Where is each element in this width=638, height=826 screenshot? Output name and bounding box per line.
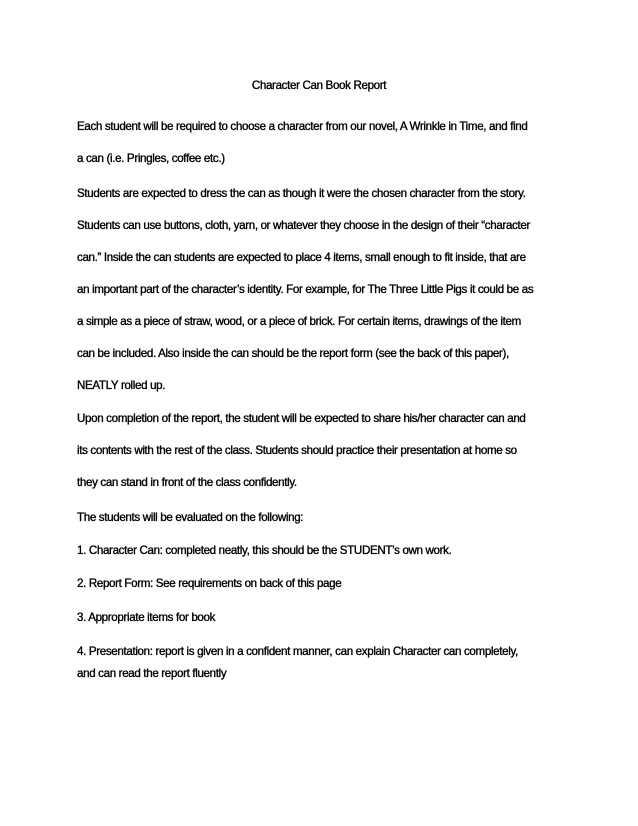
intro-line: Each student will be required to choose a character from our novel, A Wrinkle in Time, and find [77, 120, 528, 133]
instructions-line: can.” Inside the can students are expected to place 4 items, small enough to fit inside, that are [77, 251, 526, 264]
instructions-line: Students can use buttons, cloth, yarn, or whatever they choose in the design of their “character [77, 219, 530, 232]
presentation-line: Upon completion of the report, the student will be expected to share his/her character can and [77, 412, 526, 425]
instructions-line: Students are expected to dress the can as though it were the chosen character from the story. [77, 187, 526, 200]
criteria-item: 2. Report Form: See requirements on back of this page [77, 577, 342, 590]
presentation-line: its contents with the rest of the class. Students should practice their presentation at home so [77, 444, 517, 457]
instructions-line: an important part of the character’s identity. For example, for The Three Little Pigs it could be as [77, 283, 534, 296]
evaluation-heading: The students will be evaluated on the following: [77, 511, 304, 524]
document-title: Character Can Book Report [251, 79, 387, 92]
instructions-line: a simple as a piece of straw, wood, or a piece of brick. For certain items, drawings of the item [77, 315, 521, 328]
criteria-item: and can read the report fluently [77, 667, 227, 680]
instructions-line: can be included. Also inside the can should be the report form (see the back of this paper), [77, 347, 509, 360]
instructions-line: NEATLY rolled up. [77, 379, 166, 392]
criteria-item: 1. Character Can: completed neatly, this should be the STUDENT’s own work. [77, 544, 452, 557]
criteria-item: 4. Presentation: report is given in a confident manner, can explain Character can completely, [77, 645, 518, 658]
presentation-line: they can stand in front of the class confidently. [77, 476, 297, 489]
criteria-item: 3. Appropriate items for book [77, 611, 216, 624]
intro-line: a can (i.e. Pringles, coffee etc.) [77, 152, 225, 165]
